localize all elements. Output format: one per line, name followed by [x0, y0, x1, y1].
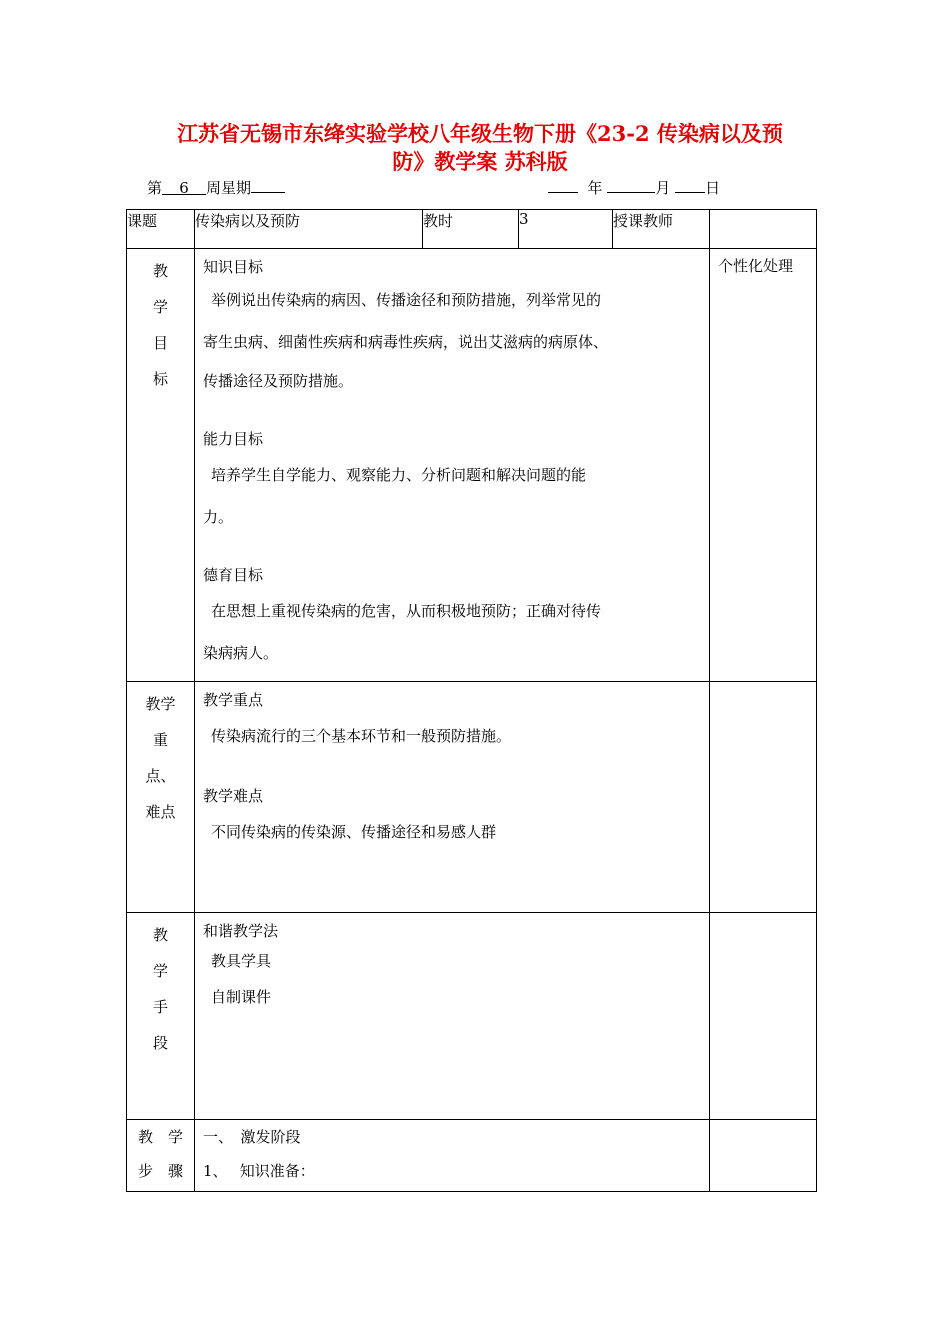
keypoints-personal	[710, 682, 817, 913]
lesson-plan-table	[126, 209, 817, 1192]
personal-handling: 个性化处理	[710, 249, 817, 682]
objectives-content	[195, 249, 710, 682]
objectives-row	[127, 249, 817, 682]
week-suffix: 周星期	[206, 179, 252, 197]
difficulty-title: 教学难点	[203, 787, 264, 805]
year-label: 年	[587, 179, 603, 197]
step-item: 1、 知识准备：	[203, 1162, 315, 1180]
keypoints-label: 教学 重 点、 难点	[127, 682, 195, 913]
stage-title: 一、 激发阶段	[203, 1128, 301, 1146]
knowledge-title: 知识目标	[203, 258, 264, 276]
means-label: 教 学 手 段	[127, 913, 195, 1120]
key-title: 教学重点	[203, 691, 264, 709]
hours-label: 教时	[423, 210, 519, 249]
tools-title: 教具学具	[211, 952, 272, 970]
year-blank	[548, 176, 578, 193]
document-title	[120, 120, 840, 176]
day-label: 日	[705, 179, 721, 197]
steps-content	[195, 1120, 710, 1192]
topic-label: 课题	[127, 210, 195, 249]
teacher-label: 授课教师	[613, 210, 710, 249]
knowledge-line-3: 传播途径及预防措施。	[203, 372, 354, 390]
week-line	[147, 176, 285, 198]
ability-title: 能力目标	[203, 430, 264, 448]
keypoints-content	[195, 682, 710, 913]
ability-line-2: 力。	[203, 508, 234, 526]
knowledge-line-1: 举例说出传染病的病因、传播途径和预防措施，列举常见的	[211, 291, 602, 309]
steps-row	[127, 1120, 817, 1192]
day-blank	[675, 176, 705, 193]
key-text: 传染病流行的三个基本环节和一般预防措施。	[211, 727, 512, 745]
month-label: 月	[655, 179, 671, 197]
title-line-1: 江苏省无锡市东绛实验学校八年级生物下册《23-2 传染病以及预	[177, 121, 783, 146]
objectives-label: 教 学 目 标	[127, 249, 195, 682]
moral-title: 德育目标	[203, 566, 264, 584]
header-row	[127, 210, 817, 249]
topic-value: 传染病以及预防	[195, 210, 423, 249]
moral-line-1: 在思想上重视传染病的危害，从而积极地预防；正确对待传	[211, 602, 602, 620]
means-content	[195, 913, 710, 1120]
weekday-blank	[251, 176, 285, 193]
difficulty-text: 不同传染病的传染源、传播途径和易感人群	[211, 823, 497, 841]
ability-line-1: 培养学生自学能力、观察能力、分析问题和解决问题的能	[211, 466, 587, 484]
means-personal	[710, 913, 817, 1120]
steps-label: 教 学 步 骤	[127, 1120, 195, 1192]
steps-personal	[710, 1120, 817, 1192]
moral-line-2: 染病病人。	[203, 644, 279, 662]
tools-value: 自制课件	[211, 988, 272, 1006]
week-number: 6	[162, 178, 206, 195]
teacher-value	[710, 210, 817, 249]
date-line	[548, 176, 720, 198]
title-line-2: 防》教学案 苏科版	[392, 149, 568, 174]
means-row	[127, 913, 817, 1120]
knowledge-line-2: 寄生虫病、细菌性疾病和病毒性疾病，说出艾滋病的病原体、	[203, 333, 609, 351]
week-prefix: 第	[147, 179, 163, 197]
teaching-method: 和谐教学法	[203, 922, 279, 940]
month-blank	[607, 176, 655, 193]
keypoints-row	[127, 682, 817, 913]
hours-value: 3	[519, 210, 613, 249]
